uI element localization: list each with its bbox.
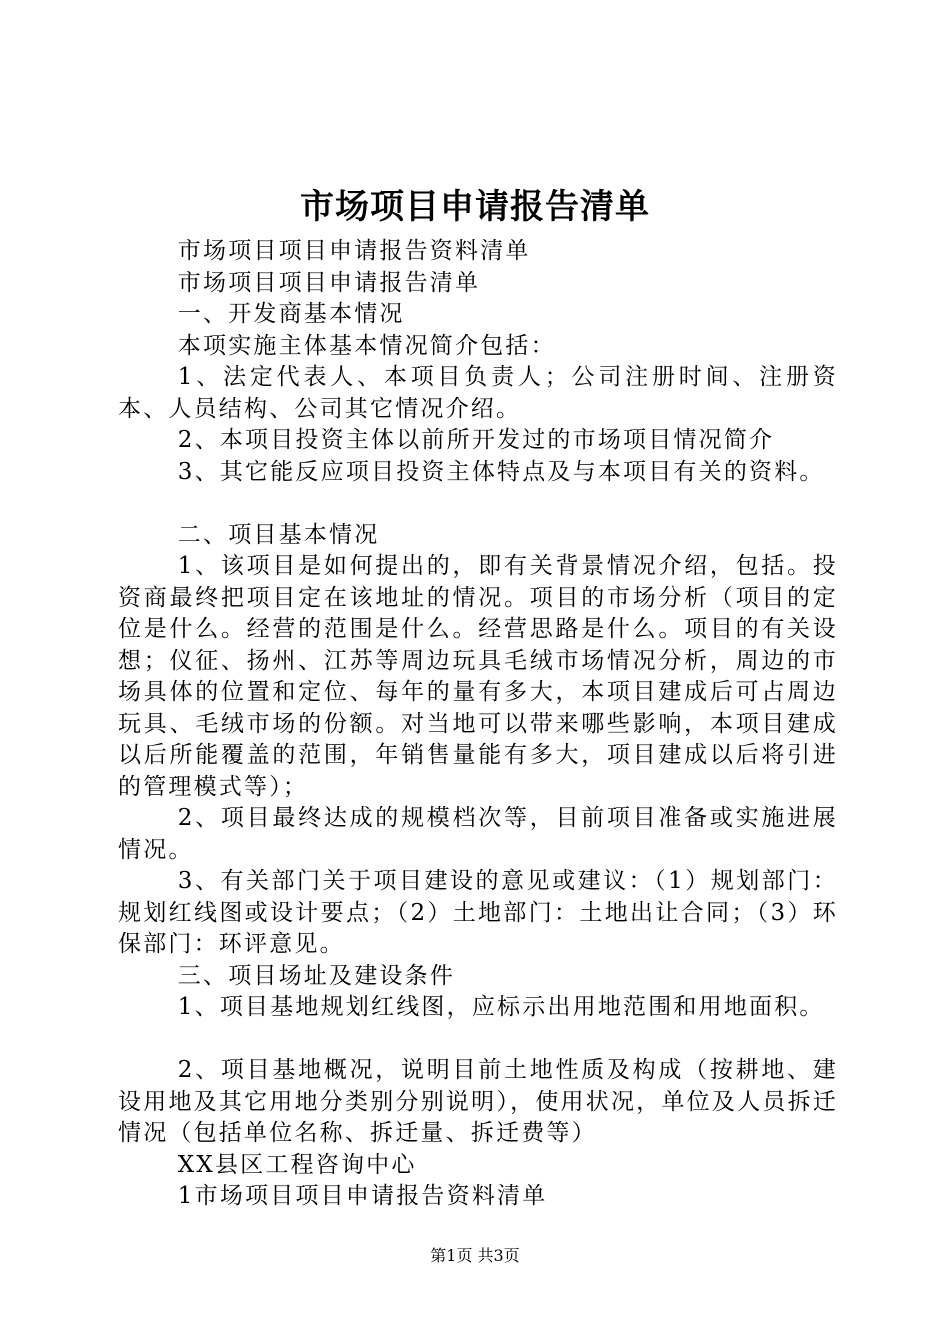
section-heading: 三、项目场址及建设条件 — [177, 962, 455, 989]
paragraph: 本项实施主体基本情况简介包括： — [177, 332, 556, 359]
section-heading: 二、项目基本情况 — [177, 521, 380, 548]
paragraph: 1、项目基地规划红线图，应标示出用地范围和用地面积。 — [177, 994, 825, 1020]
paragraph: 市场项目项目申请报告清单 — [177, 269, 481, 296]
paragraph: 2、项目基地概况，说明目前土地性质及构成（按耕地、建设用地及其它用地分类别分别说明），使用状况，单位及人员拆迁情况（包括单位名称、拆迁量、拆迁费等） — [118, 1057, 838, 1146]
document-title: 市场项目申请报告清单 — [300, 187, 650, 227]
page-number-footer: 第1页 共3页 — [430, 1246, 520, 1265]
paragraph: 2、本项目投资主体以前所开发过的市场项目情况简介 — [177, 427, 775, 453]
paragraph: 1、法定代表人、本项目负责人；公司注册时间、注册资本、人员结构、公司其它情况介绍。 — [118, 364, 838, 422]
paragraph: 2、项目最终达成的规模档次等，目前项目准备或实施进展情况。 — [118, 805, 838, 863]
paragraph: 1、该项目是如何提出的，即有关背景情况介绍，包括。投资商最终把项目定在该地址的情况。项目的市场分析（项目的定位是什么。经营的范围是什么。经营思路是什么。项目的有关设想；仪征、扬州、江苏等周边玩具毛绒市场情况分析，周边的市场具体的位置和定位、每年的量有多大，本项目建成后可占周边玩具、毛绒市场的份额。对当地可以带来哪些影响，本项目建成以后所能覆盖的范围，年销售量能有多大，项目建成以后将引进的管理模式等）； — [118, 553, 838, 800]
paragraph: 市场项目项目申请报告资料清单 — [177, 238, 531, 264]
section-heading: 一、开发商基本情况 — [177, 301, 405, 327]
paragraph: 1市场项目项目申请报告资料清单 — [177, 1183, 548, 1209]
document-body — [118, 236, 838, 1213]
paragraph: XX县区工程咨询中心 — [177, 1151, 417, 1178]
paragraph: 3、有关部门关于项目建设的意见或建议：（1）规划部门：规划红线图或设计要点；（2）土地部门：土地出让合同；（3）环保部门：环评意见。 — [118, 868, 838, 957]
paragraph: 3、其它能反应项目投资主体特点及与本项目有关的资料。 — [177, 458, 825, 485]
